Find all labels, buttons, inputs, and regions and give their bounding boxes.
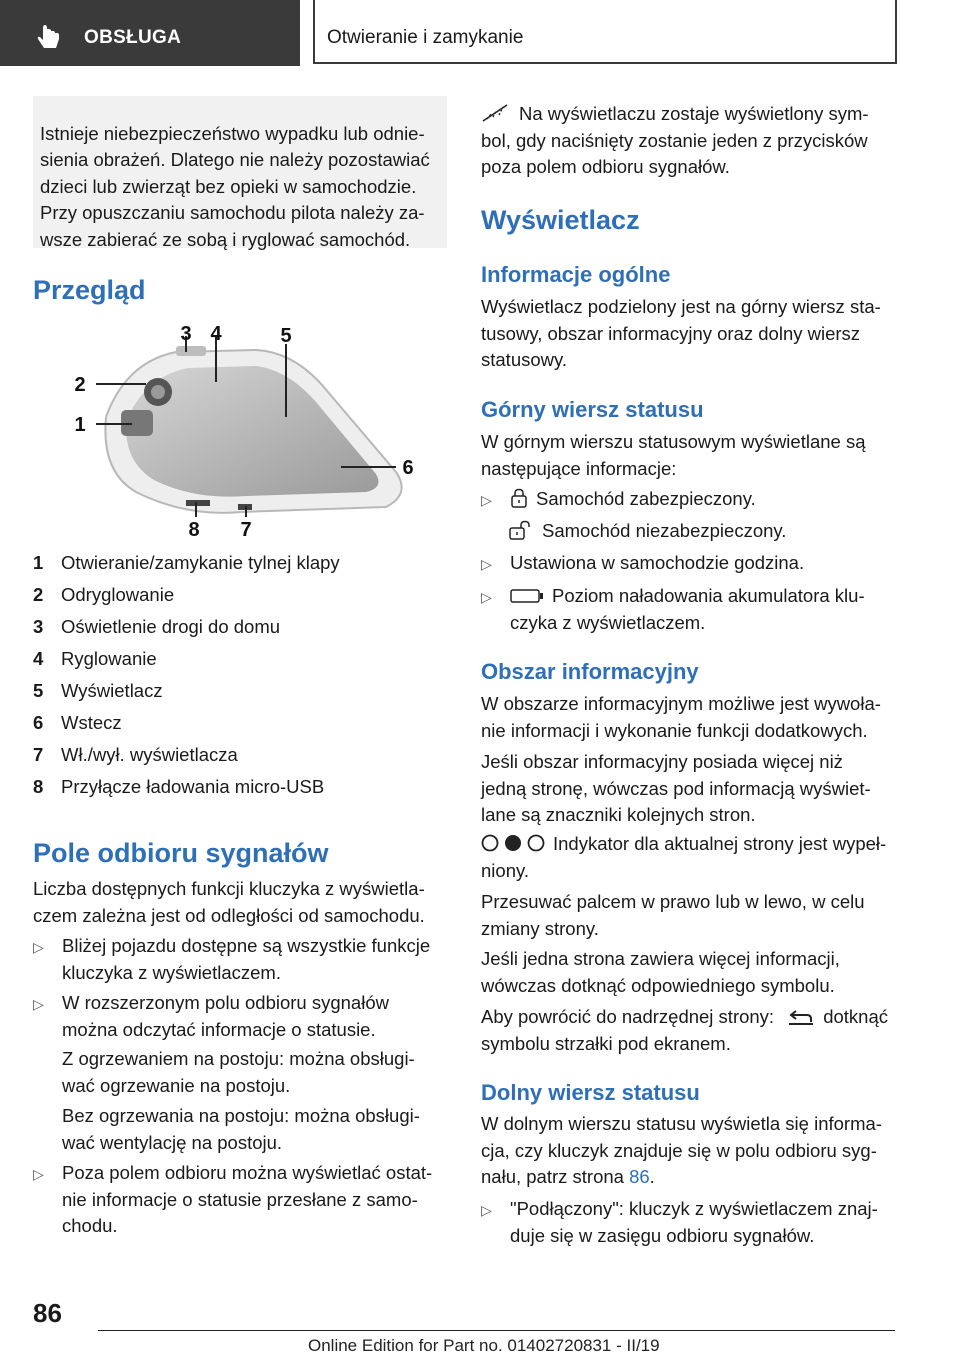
lower-status-paragraph: W dolnym wierszu statusu wyświetla się informa- cja, czy kluczyk znajduje się w polu odbioru syg- nału, patrz strona 86. [481,1113,882,1187]
warning-text: Istnieje niebezpieczeństwo wypadku lub odnie-sienia obrażeń. Dlatego nie należy pozostawiać dzieci lub zwierząt bez opieki w samochodzie. Przy opuszczaniu samochodu pilota należy za-wsze zabierać ze sobą i ryglować samochód. [40,122,430,250]
page-number: 86 [33,1298,62,1328]
general-heading: Informacje ogólne [481,262,671,287]
lower-status-heading: Dolny wiersz statusu [481,1080,700,1105]
list-item: 2 Odryglowanie [33,584,175,605]
general-paragraph: Wyświetlacz podzielony jest na górny wiersz sta- tusowy, obszar informacyjny oraz dolny wiersz statusowy. [481,296,881,370]
list-item: 5 Wyświetlacz [33,680,163,701]
section-label: OBSŁUGA [84,27,182,48]
display-heading: Wyświetlacz [481,205,640,235]
out-of-range-paragraph: Na wyświetlaczu zostaje wyświetlony sym- bol, gdy naciśnięty zostanie jeden z przycisków poza polem odbioru sygnałów. [481,103,869,177]
reception-intro: Liczba dostępnych funkcji kluczyka z wyświetla- czem zależna jest od odległości od samochodu. [33,878,425,926]
list-item: 4 Ryglowanie [33,648,157,669]
sub-paragraph: Z ogrzewaniem na postoju: można obsługi- wać ogrzewanie na postoju. [62,1048,415,1096]
callout-8: 8 [188,519,200,541]
list-item: 6 Wstecz [33,712,122,733]
chapter-title: Otwieranie i zamykanie [327,27,524,48]
back-arrow-icon [787,1008,815,1026]
info-area-heading: Obszar informacyjny [481,659,699,684]
swipe-paragraph: Przesuwać palcem w prawo lub w lewo, w celu zmiany strony. [481,891,865,939]
callout-2: 2 [74,374,86,396]
back-paragraph: Aby powrócić do nadrzędnej strony: dotknąć symbolu strzałki pod ekranem. [481,1006,889,1054]
hand-pointer-icon [34,24,64,52]
callout-1: 1 [74,414,86,436]
light-button [176,346,206,356]
callout-3: 3 [180,323,192,345]
page-header [0,0,960,66]
chapter-tab [313,0,897,64]
unlocked-line: Samochód niezabezpieczony. [508,518,786,545]
battery-icon [510,588,544,604]
footer-divider [98,1330,895,1331]
section-tab [0,0,300,66]
more-info-paragraph: Jeśli jedna strona zawiera więcej informacji, wówczas dotknąć odpowiedniego symbolu. [481,948,840,996]
overview-heading: Przegląd [33,275,146,305]
list-item: 8 Przyłącze ładowania micro-USB [33,776,325,797]
callout-4: 4 [210,323,222,345]
callout-7: 7 [240,519,252,541]
list-item: 3 Oświetlenie drogi do domu [33,616,281,637]
upper-status-heading: Górny wiersz statusu [481,397,704,422]
page-dots-icon [481,833,545,853]
reception-heading: Pole odbioru sygnałów [33,838,329,868]
callout-6: 6 [402,457,414,479]
callout-5: 5 [280,325,292,347]
sub-paragraph: Bez ogrzewania na postoju: można obsługi- wać wentylację na postoju. [62,1105,420,1153]
list-item: 7 Wł./wył. wyświetlacza [33,744,238,765]
no-signal-icon [481,103,511,123]
page-link[interactable]: 86 [629,1166,650,1187]
warning-box [33,96,447,248]
page-indicator-paragraph: Indykator dla aktualnej strony jest wypeł- niony. [481,833,887,881]
lock-icon [510,488,528,508]
list-item: 1 Otwieranie/zamykanie tylnej klapy [33,552,340,573]
info-pages-paragraph: Jeśli obszar informacyjny posiada więcej niż jedną stronę, wówczas pod informacją wyświet- lane są znaczniki kolejnych stron. [481,751,871,825]
info-area-paragraph: W obszarze informacyjnym możliwe jest wywoła- nie informacji i wykonanie funkcji dodatkowych. [481,693,881,741]
usb-port [186,500,210,506]
upper-status-paragraph: W górnym wierszu statusowym wyświetlane są następujące informacje: [481,431,866,479]
edition-text: Online Edition for Part no. 01402720831 - II/19 [308,1336,660,1355]
key-fob-illustration [66,322,422,542]
unlock-icon [508,520,534,540]
